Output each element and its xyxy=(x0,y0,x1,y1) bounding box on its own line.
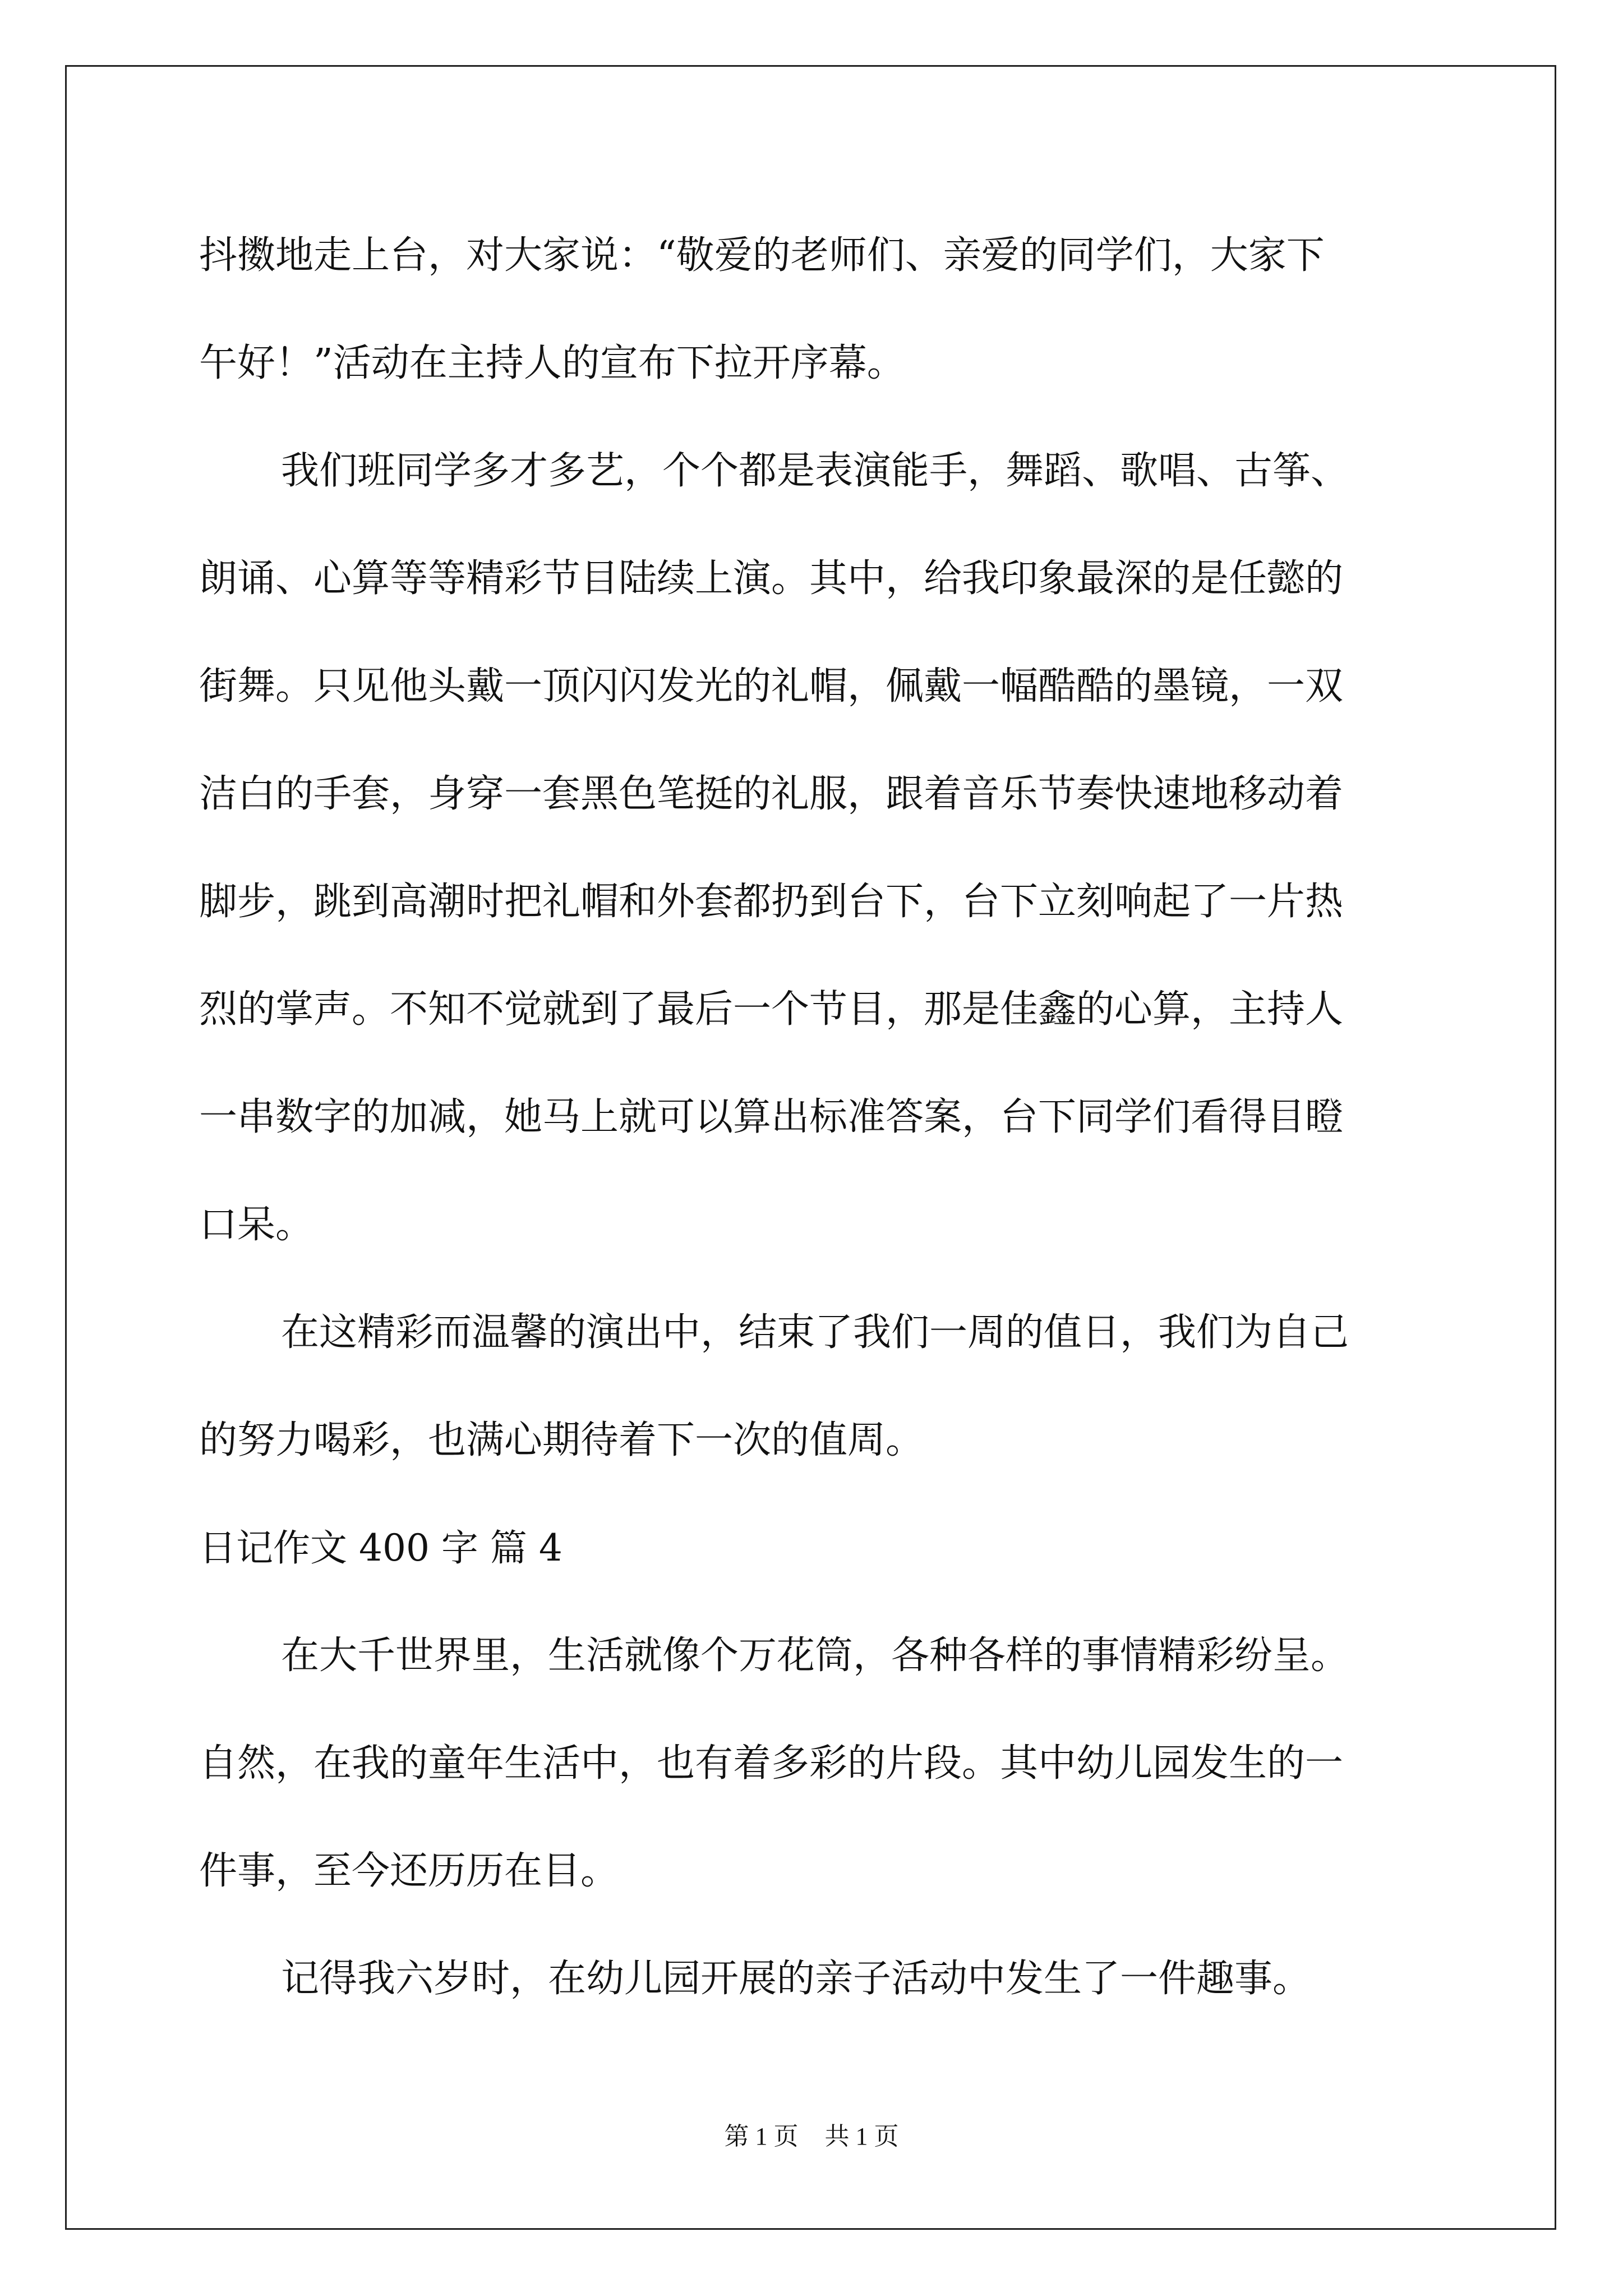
page-number-total: 共 1 页 xyxy=(824,2123,899,2150)
page-footer xyxy=(0,2116,1623,2152)
paragraph-line: 我们班同学多才多艺，个个都是表演能手，舞蹈、歌唱、古筝、 xyxy=(281,449,1349,493)
paragraph-line: 一串数字的加减，她马上就可以算出标准答案，台下同学们看得目瞪 xyxy=(199,1095,1344,1139)
section-heading: 日记作文 400 字 篇 4 xyxy=(199,1526,562,1570)
paragraph-line: 抖擞地走上台，对大家说：“敬爱的老师们、亲爱的同学们，大家下 xyxy=(199,233,1325,278)
paragraph-line: 在这精彩而温馨的演出中，结束了我们一周的值日，我们为自己 xyxy=(281,1310,1349,1355)
paragraph-line: 朗诵、心算等等精彩节目陆续上演。其中，给我印象最深的是任懿的 xyxy=(199,556,1344,601)
paragraph-line: 自然，在我的童年生活中，也有着多彩的片段。其中幼儿园发生的一 xyxy=(199,1741,1344,1786)
page-number-current: 第 1 页 xyxy=(724,2123,799,2150)
paragraph-line: 烈的掌声。不知不觉就到了最后一个节目，那是佳鑫的心算，主持人 xyxy=(199,987,1344,1032)
paragraph-line: 脚步，跳到高潮时把礼帽和外套都扔到台下，台下立刻响起了一片热 xyxy=(199,880,1344,924)
paragraph-line: 件事，至今还历历在目。 xyxy=(199,1849,619,1893)
paragraph-line: 口呆。 xyxy=(199,1203,314,1247)
paragraph-line: 记得我六岁时，在幼儿园开展的亲子活动中发生了一件趣事。 xyxy=(281,1957,1311,2001)
paragraph-line: 洁白的手套，身穿一套黑色笔挺的礼服，跟着音乐节奏快速地移动着 xyxy=(199,772,1344,816)
paragraph-line: 午好！”活动在主持人的宣布下拉开序幕。 xyxy=(199,341,905,385)
document-body xyxy=(199,202,1427,2033)
paragraph-line: 在大千世界里，生活就像个万花筒，各种各样的事情精彩纷呈。 xyxy=(281,1634,1349,1678)
paragraph-line: 的努力喝彩，也满心期待着下一次的值周。 xyxy=(199,1418,924,1462)
paragraph-line: 街舞。只见他头戴一顶闪闪发光的礼帽，佩戴一幅酷酷的墨镜，一双 xyxy=(199,664,1344,708)
